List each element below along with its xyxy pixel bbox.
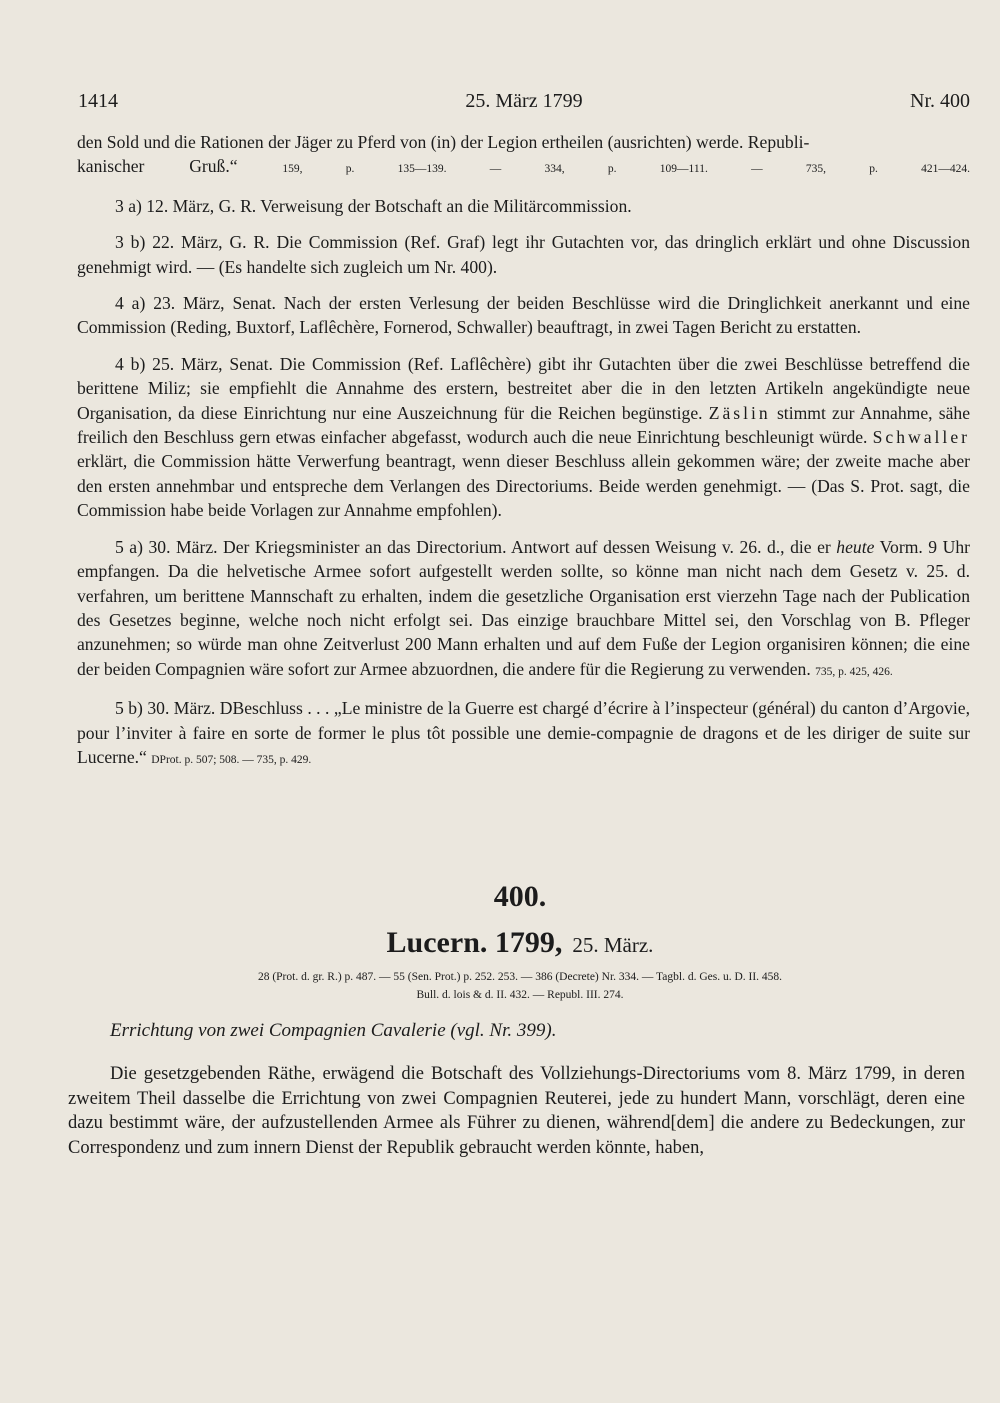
entry-text: stimmt zur Annahme, sähe freilich den Beschluss gern etwas einfacher abgefasst, wodurch auch die neue Einrichtung beschleunigt würde. — [77, 402, 970, 448]
entry-text: 3 b) 22. März, G. R. Die Commission (Ref. Graf) legt ihr Gutachten vor, das dringlich erklärt und ohne Discussion genehmigt wird. — (Es handelte sich zugleich um Nr. 400). — [77, 232, 970, 277]
entry-text: kanischer Gruß.“ — [77, 156, 238, 177]
place-year: Lucern. 1799, — [386, 926, 563, 959]
spaced-name: Zäslin — [708, 402, 771, 423]
entry-text: Vorm. 9 Uhr empfangen. Da die helvetische Armee sofort aufgestellt werden sollte, so könne man nicht nach dem Gesetz v. 25. d. verfahren, um berittene Mannschaft zu erhalten, indem die gesetzliche Organisation erst vierzehn Tage nach der Publication des Gesetzes beginne, welche noch nicht erfolgt sei. Das einzige brauchbare Mittel sei, den Vorschlag von B. Pfleger anzunehmen; so würde man ohne Zeitverlust 200 Mann erhalten und auf dem Fuße der Legion organisiren können; die eine der beiden Compagnien wäre sofort zur Armee abzuordnen, die andere für die Regierung zu verwenden. — [77, 536, 970, 679]
entry-text: den Sold und die Rationen der Jäger zu Pferd von (in) der Legion ertheilen (ausrichten) werde. Republi- — [77, 132, 810, 152]
entry-text: 5 b) 30. März. DBeschluss . . . „Le ministre de la Guerre est chargé d’écrire à l’inspecteur (général) du canton d’Argovie, pour l’inviter à faire en sorte de former le plus tôt possible une demie-compagnie de dragons et de les diriger de suite sur Lucerne.“ — [77, 698, 970, 767]
entry-continuation — [77, 130, 970, 182]
entry-text: 3 a) 12. März, G. R. Verweisung der Botschaft an die Militärcommission. — [115, 195, 632, 216]
source-reference: DProt. p. 507; 508. — 735, p. 429. — [151, 753, 312, 766]
document-number: 400. — [493, 880, 547, 913]
source-line: 28 (Prot. d. gr. R.) p. 487. — 55 (Sen. Prot.) p. 252. 253. — 386 (Decrete) Nr. 334. — Tagbl. d. Ges. u. D. II. 458. — [257, 971, 783, 983]
preceding-entries — [77, 130, 970, 772]
entry-text: erklärt, die Commission hätte Verwerfung beantragt, wenn dieser Beschluss allein gekommen wäre; der zweite mache aber den ersten annehmbar und entspreche dem Verlangen des Directoriums. Beide werden genehmigt. — (Das S. Prot. sagt, die Commission habe beide Vorlagen zur Annahme empfohlen). — [77, 451, 970, 521]
entry-3a — [77, 194, 970, 218]
entry-4a — [77, 291, 970, 340]
document-date: 25. März. — [572, 933, 654, 957]
entry-text: 4 b) 25. März, Senat. Die Commission (Ref. Laflêchère) gibt ihr Gutachten über die zwei Beschlüsse betreffend die berittene Miliz; sie empfiehlt die Annahme des erstern, bestreitet aber die in den letzten Artikeln angekündigte neue Organisation, da diese Einrichtung nur eine Auszeichnung für die Reichen begünstige. — [77, 353, 970, 423]
entry-5b — [77, 696, 970, 772]
source-reference: 735, p. 425, 426. — [815, 665, 893, 678]
page-number: 1414 — [78, 90, 118, 112]
entry-4b — [77, 352, 970, 523]
source-references — [0, 968, 1000, 1004]
place-date-line — [0, 926, 1000, 960]
entry-3b — [77, 230, 970, 279]
entry-text: 5 a) 30. März. Der Kriegsminister an das Directorium. Antwort auf dessen Weisung v. 26. d., die er — [115, 536, 831, 557]
entry-5a — [77, 535, 970, 684]
source-line: Bull. d. lois & d. II. 432. — Republ. III. 274. — [416, 989, 624, 1001]
document-text: Die gesetzgebenden Räthe, erwägend die Botschaft des Vollziehungs-Directoriums vom 8. März 1799, in deren zweitem Theil dasselbe die Errichtung von zwei Compagnien Reuterei, jede zu hundert Mann, vorschlägt, deren eine dazu bestimmt wäre, der aufzustellenden Armee als Führer zu dienen, während[dem] die andere zu Bedeckungen, zur Correspondenz und zum innern Dienst der Republik gebraucht werden könnte, haben, — [68, 1064, 965, 1158]
header-date: 25. März 1799 — [465, 90, 583, 112]
italic-word: heute — [836, 536, 875, 557]
source-reference: 159, p. 135—139. — 334, p. 109—111. — 735, p. 421—424. — [282, 163, 970, 176]
header-doc-number: Nr. 400 — [910, 90, 970, 112]
spaced-name: Schwaller — [872, 427, 970, 448]
entry-text: 4 a) 23. März, Senat. Nach der ersten Verlesung der beiden Beschlüsse wird die Dringlichkeit anerkannt und eine Commission (Reding, Buxtorf, Laflêchère, Fornerod, Schwaller) beauftragt, in zwei Tagen Bericht zu erstatten. — [77, 293, 970, 338]
page-header — [78, 90, 970, 114]
document-title: Errichtung von zwei Compagnien Cavalerie (vgl. Nr. 399). — [110, 1020, 557, 1041]
